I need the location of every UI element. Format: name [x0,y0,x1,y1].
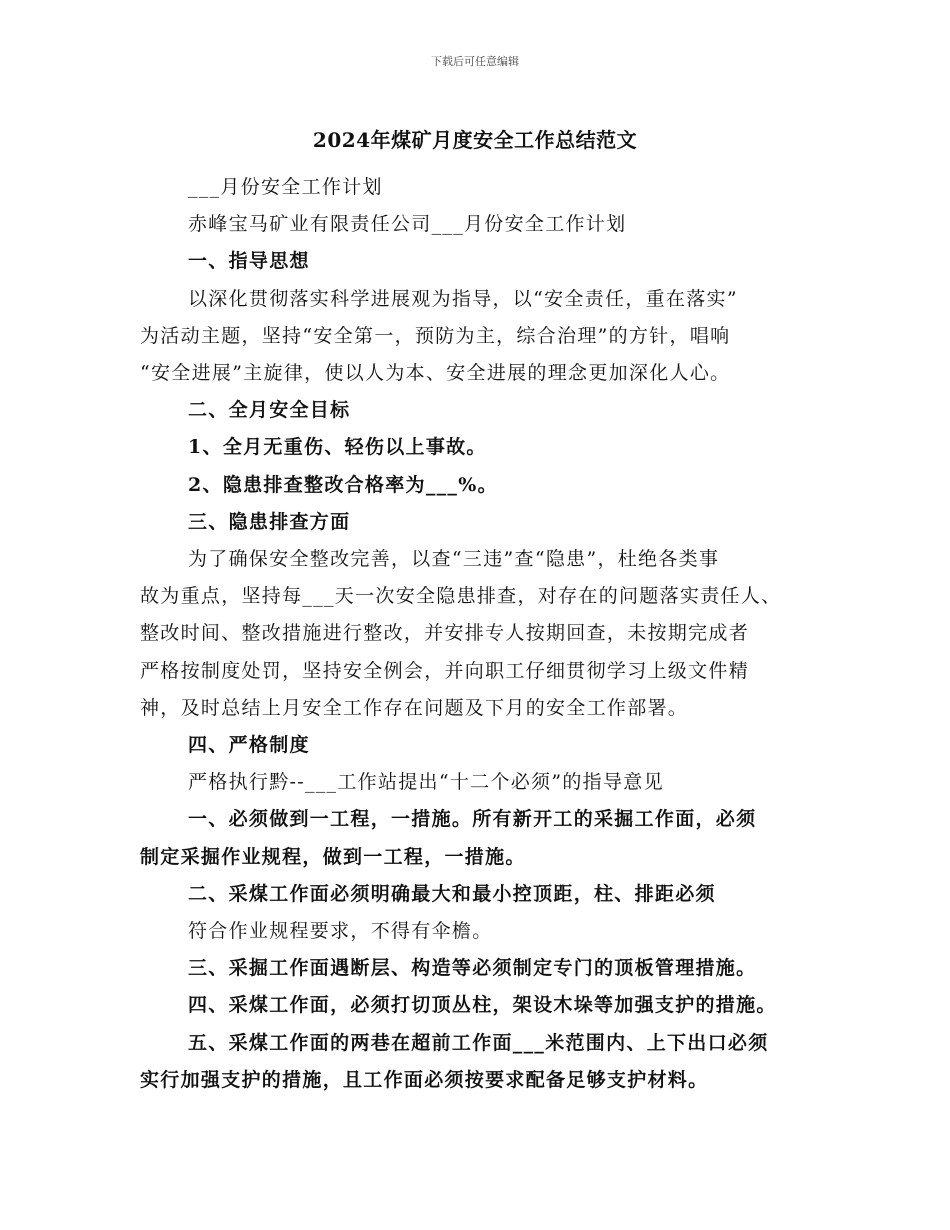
paragraph-line: 为活动主题，坚持“安全第一，预防为主，综合治理”的方针，唱响 [140,325,731,347]
section-heading-monthly-target: 二、全月安全目标 [188,399,351,421]
plan-subtitle: ___月份安全工作计划 [188,176,383,198]
paragraph-line: 为了确保安全整改完善，以查“三违”查“隐患”，杜绝各类事 [188,548,720,570]
rule-item-5-cont: 实行加强支护的措施，且工作面必须按要求配备足够支护材料。 [140,1069,709,1091]
paragraph-line: “安全进展”主旋律，使以人为本、安全进展的理念更加深化人心。 [140,362,731,384]
document-title: 2024年煤矿月度安全工作总结范文 [312,128,638,152]
paragraph-line: 以深化贯彻落实科学进展观为指导，以“安全责任，重在落实” [188,288,738,310]
section-heading-guiding-ideology: 一、指导思想 [188,250,310,272]
paragraph-line: 严格执行黔--___工作站提出“十二个必须”的指导意见 [188,771,664,793]
paragraph-line: 故为重点，坚持每___天一次安全隐患排查，对存在的问题落实责任人、 [140,585,782,607]
rule-item-1: 一、必须做到一工程，一措施。所有新开工的采掘工作面，必须 [188,808,757,830]
rule-item-2: 二、采煤工作面必须明确最大和最小控顶距，柱、排距必须 [188,883,716,905]
paragraph-line: 整改时间、整改措施进行整改，并安排专人按期回查，未按期完成者 [140,622,750,644]
paragraph-line: 神，及时总结上月安全工作存在问题及下月的安全工作部署。 [140,697,689,719]
target-item-1: 1、全月无重伤、轻伤以上事故。 [188,436,487,458]
page-header-note: 下载后可任意编辑 [431,55,519,68]
section-heading-strict-rules: 四、严格制度 [188,734,310,756]
rule-item-2-cont: 符合作业规程要求，不得有伞檐。 [188,920,493,942]
rule-item-5: 五、采煤工作面的两巷在超前工作面___米范围内、上下出口必须 [188,1032,769,1054]
company-plan-line: 赤峰宝马矿业有限责任公司___月份安全工作计划 [188,213,627,235]
rule-item-4: 四、采煤工作面，必须打切顶丛柱，架设木垛等加强支护的措施。 [188,994,777,1016]
target-item-2: 2、隐患排查整改合格率为___%。 [188,474,498,496]
rule-item-3: 三、采掘工作面遇断层、构造等必须制定专门的顶板管理措施。 [188,957,757,979]
section-heading-hazard-check: 三、隐患排查方面 [188,511,351,533]
rule-item-1-cont: 制定采掘作业规程，做到一工程，一措施。 [140,846,526,868]
paragraph-line: 严格按制度处罚，坚持安全例会，并向职工仔细贯彻学习上级文件精 [140,660,750,682]
